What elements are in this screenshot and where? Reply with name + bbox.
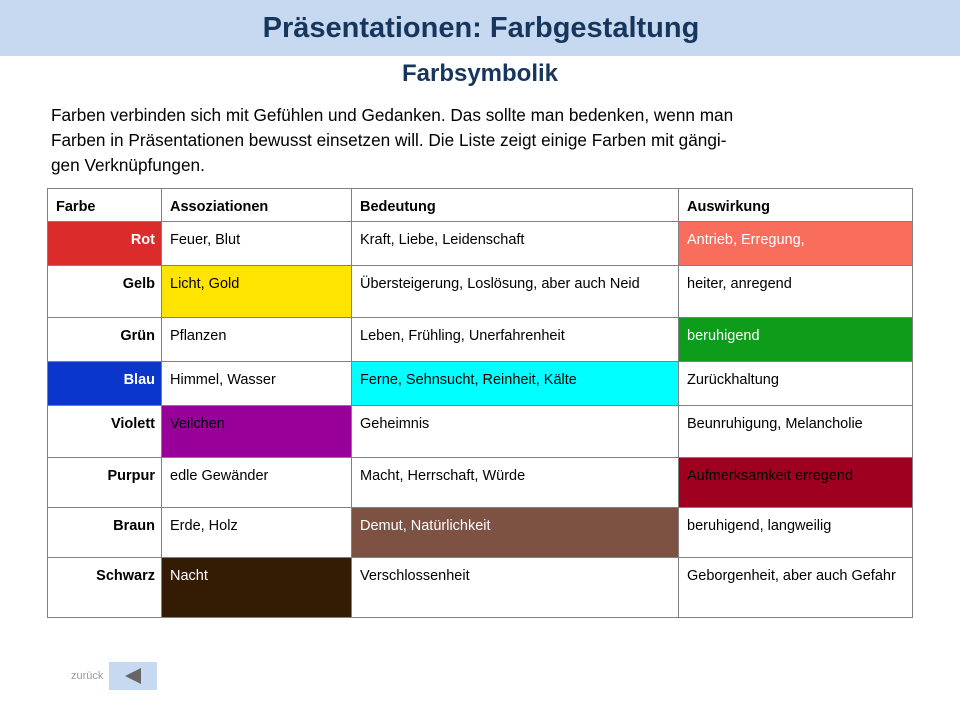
table-row	[48, 222, 913, 266]
color-name-cell: Purpur	[48, 458, 162, 508]
back-label: zurück	[71, 670, 104, 682]
intro-paragraph	[51, 103, 921, 178]
slide-subtitle: Farbsymbolik	[401, 60, 559, 87]
cell-bedeutung: Demut, Natürlichkeit	[352, 508, 679, 558]
cell-assoziationen: Veilchen	[162, 406, 352, 458]
cell-auswirkung: Aufmerksamkeit erregend	[679, 458, 913, 508]
color-symbolism-table	[47, 188, 913, 618]
cell-bedeutung: Ferne, Sehnsucht, Reinheit, Kälte	[352, 362, 679, 406]
cell-assoziationen: Himmel, Wasser	[162, 362, 352, 406]
cell-assoziationen: Feuer, Blut	[162, 222, 352, 266]
cell-auswirkung: Antrieb, Erregung,	[679, 222, 913, 266]
cell-auswirkung: Geborgenheit, aber auch Gefahr	[679, 558, 913, 618]
cell-bedeutung: Kraft, Liebe, Leidenschaft	[352, 222, 679, 266]
cell-bedeutung: Übersteigerung, Loslösung, aber auch Neid	[352, 266, 679, 318]
cell-auswirkung: beruhigend	[679, 318, 913, 362]
color-name-cell: Grün	[48, 318, 162, 362]
color-name-cell: Braun	[48, 508, 162, 558]
back-navigation	[71, 662, 157, 690]
color-name-cell: Violett	[48, 406, 162, 458]
title-bar	[0, 0, 960, 56]
intro-line: Farben in Präsentationen bewusst einsetzen will. Die Liste zeigt einige Farben mit gängi-	[51, 130, 727, 150]
table-row	[48, 508, 913, 558]
table-row	[48, 458, 913, 508]
cell-auswirkung: beruhigend, langweilig	[679, 508, 913, 558]
color-name-cell: Rot	[48, 222, 162, 266]
cell-bedeutung: Geheimnis	[352, 406, 679, 458]
color-name-cell: Gelb	[48, 266, 162, 318]
header-farbe: Farbe	[48, 189, 162, 222]
header-auswirkung: Auswirkung	[679, 189, 913, 222]
cell-auswirkung: Zurückhaltung	[679, 362, 913, 406]
page-title: Präsentationen: Farbgestaltung	[262, 11, 700, 44]
header-assoziationen: Assoziationen	[162, 189, 352, 222]
cell-bedeutung: Leben, Frühling, Unerfahrenheit	[352, 318, 679, 362]
color-name-cell: Schwarz	[48, 558, 162, 618]
cell-bedeutung: Verschlossenheit	[352, 558, 679, 618]
cell-assoziationen: Pflanzen	[162, 318, 352, 362]
table-row	[48, 266, 913, 318]
cell-bedeutung: Macht, Herrschaft, Würde	[352, 458, 679, 508]
table-row	[48, 362, 913, 406]
table-row	[48, 318, 913, 362]
header-bedeutung: Bedeutung	[352, 189, 679, 222]
cell-auswirkung: Beunruhigung, Melancholie	[679, 406, 913, 458]
cell-auswirkung: heiter, anregend	[679, 266, 913, 318]
cell-assoziationen: Licht, Gold	[162, 266, 352, 318]
color-name-cell: Blau	[48, 362, 162, 406]
cell-assoziationen: Nacht	[162, 558, 352, 618]
cell-assoziationen: Erde, Holz	[162, 508, 352, 558]
intro-line: Farben verbinden sich mit Gefühlen und Gedanken. Das sollte man bedenken, wenn man	[51, 105, 734, 125]
back-button[interactable]	[109, 662, 157, 690]
intro-line: gen Verknüpfungen.	[51, 155, 205, 175]
table-header-row	[48, 189, 913, 222]
table-row	[48, 558, 913, 618]
triangle-left-icon	[124, 667, 142, 685]
cell-assoziationen: edle Gewänder	[162, 458, 352, 508]
table-row	[48, 406, 913, 458]
